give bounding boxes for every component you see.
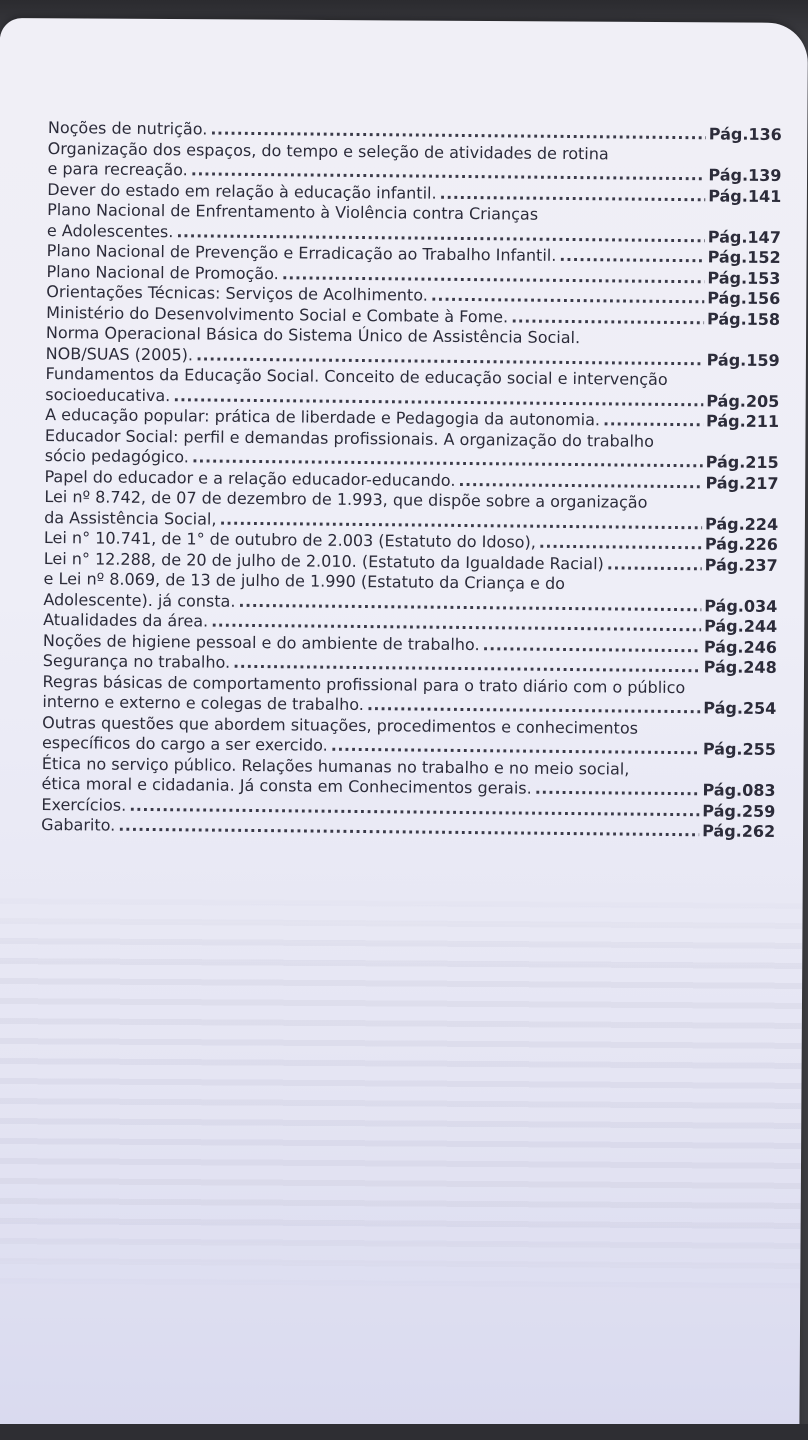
toc-page-number: Pág.217 bbox=[705, 472, 779, 493]
table-of-contents bbox=[41, 118, 782, 843]
dot-leader bbox=[535, 779, 700, 801]
toc-entry-title: Ética no serviço público. Relações humanas no trabalho e no meio social, bbox=[41, 753, 630, 779]
toc-entry-title: Outras questões que abordem situações, procedimentos e conhecimentos bbox=[42, 712, 639, 738]
toc-page-number: Pág.034 bbox=[704, 595, 778, 616]
toc-entry-title: Lei n° 10.741, de 1° de outubro de 2.003 (Estatuto do Idoso), bbox=[43, 527, 536, 552]
toc-entry-title: e Lei nº 8.069, de 13 de julho de 1.990 (Estatuto da Criança e do bbox=[43, 568, 566, 593]
toc-entry-title: Organização dos espaços, do tempo e seleção de atividades de rotina bbox=[47, 138, 609, 163]
toc-page-number: Pág.141 bbox=[708, 185, 782, 206]
toc-entry-title: socioeducativa. bbox=[45, 384, 171, 405]
toc-page-number: Pág.147 bbox=[707, 226, 781, 247]
dot-leader bbox=[603, 410, 703, 431]
toc-entry-title: da Assistência Social, bbox=[44, 507, 217, 529]
toc-entry-title: Lei n° 12.288, de 20 de julho de 2.010. (Estatuto da Igualdade Racial) bbox=[43, 548, 604, 573]
toc-entry-title: Exercícios. bbox=[41, 794, 127, 815]
toc-page-number: Pág.156 bbox=[707, 288, 781, 309]
dot-leader bbox=[431, 286, 705, 309]
dot-leader bbox=[482, 635, 701, 658]
toc-entry-title: Papel do educador e a relação educador-educando. bbox=[44, 466, 456, 490]
toc-entry-title: Fundamentos da Educação Social. Conceito de educação social e intervenção bbox=[45, 363, 668, 389]
toc-entry-title: Noções de higiene pessoal e do ambiente de trabalho. bbox=[42, 630, 480, 654]
toc-page-number: Pág.205 bbox=[706, 390, 780, 411]
toc-page-number: Pág.224 bbox=[705, 513, 779, 534]
dot-leader bbox=[511, 307, 704, 329]
toc-page-number: Pág.139 bbox=[708, 165, 782, 186]
dot-leader bbox=[559, 246, 705, 268]
show-through-text bbox=[0, 878, 803, 1303]
toc-entry-title: específicos do cargo a ser exercido. bbox=[41, 732, 328, 755]
toc-entry-title: Plano Nacional de Enfrentamento à Violência contra Crianças bbox=[47, 199, 539, 224]
toc-entry-title: Plano Nacional de Prevenção e Erradicação ao Trabalho Infantil. bbox=[46, 240, 557, 265]
dot-leader bbox=[539, 533, 702, 555]
toc-page-number: Pág.215 bbox=[705, 452, 779, 473]
toc-entry-title: sócio pedagógico. bbox=[44, 445, 189, 467]
toc-entry-title: Educador Social: perfil e demandas profissionais. A organização do trabalho bbox=[44, 425, 655, 451]
dot-leader bbox=[607, 554, 702, 575]
toc-page-number: Pág.246 bbox=[703, 636, 778, 657]
toc-entry-title: Orientações Técnicas: Serviços de Acolhimento. bbox=[46, 281, 428, 305]
page-bottom-edge bbox=[0, 1424, 808, 1440]
toc-page-number: Pág.262 bbox=[702, 821, 776, 842]
toc-page-number: Pág.153 bbox=[707, 267, 781, 288]
toc-entry-title: interno e externo e colegas de trabalho. bbox=[42, 691, 364, 715]
toc-page-number: Pág.244 bbox=[704, 616, 778, 637]
toc-page-number: Pág.083 bbox=[702, 780, 776, 801]
toc-page-number: Pág.254 bbox=[703, 698, 777, 719]
toc-entry-title: ética moral e cidadania. Já consta em Conhecimentos gerais. bbox=[41, 773, 532, 798]
toc-entry-title: A educação popular: prática de liberdade e Pedagogia da autonomia. bbox=[45, 404, 601, 430]
toc-entry-title: Norma Operacional Básica do Sistema Único de Assistência Social. bbox=[45, 322, 581, 348]
toc-page-number: Pág.152 bbox=[707, 247, 781, 268]
toc-page-number: Pág.259 bbox=[702, 800, 776, 821]
toc-page-number: Pág.211 bbox=[706, 411, 780, 432]
toc-page-number: Pág.255 bbox=[702, 739, 777, 760]
toc-entry-title: Regras básicas de comportamento profissional para o trato diário com o público bbox=[42, 671, 686, 697]
toc-entry-title: e Adolescentes. bbox=[46, 220, 174, 241]
dot-leader bbox=[439, 183, 705, 206]
toc-page-number: Pág.226 bbox=[704, 534, 779, 555]
toc-entry-title: Noções de nutrição. bbox=[47, 118, 208, 139]
toc-page-number: Pág.158 bbox=[706, 308, 781, 329]
toc-page-number: Pág.159 bbox=[706, 349, 780, 370]
toc-page-number: Pág.237 bbox=[704, 554, 778, 575]
toc-entry-title: NOB/SUAS (2005). bbox=[45, 343, 194, 364]
toc-entry-title: Ministério do Desenvolvimento Social e Combate à Fome. bbox=[46, 302, 509, 326]
toc-entry-title: Atualidades da área. bbox=[43, 609, 209, 631]
toc-entry-title: e para recreação. bbox=[47, 158, 188, 180]
toc-entry-title: Adolescente). já consta. bbox=[43, 589, 236, 611]
toc-entry-title: Plano Nacional de Promoção. bbox=[46, 261, 279, 283]
toc-entry-title: Gabarito. bbox=[41, 814, 116, 835]
toc-entry-title: Lei nº 8.742, de 07 de dezembro de 1.993, que dispõe sobre a organização bbox=[44, 486, 648, 512]
toc-page-number: Pág.248 bbox=[703, 657, 777, 678]
toc-entry-title: Segurança no trabalho. bbox=[42, 650, 231, 672]
dot-leader bbox=[458, 470, 702, 493]
toc-page-number: Pág.136 bbox=[708, 124, 782, 145]
toc-entry-title: Dever do estado em relação à educação infantil. bbox=[47, 179, 437, 203]
